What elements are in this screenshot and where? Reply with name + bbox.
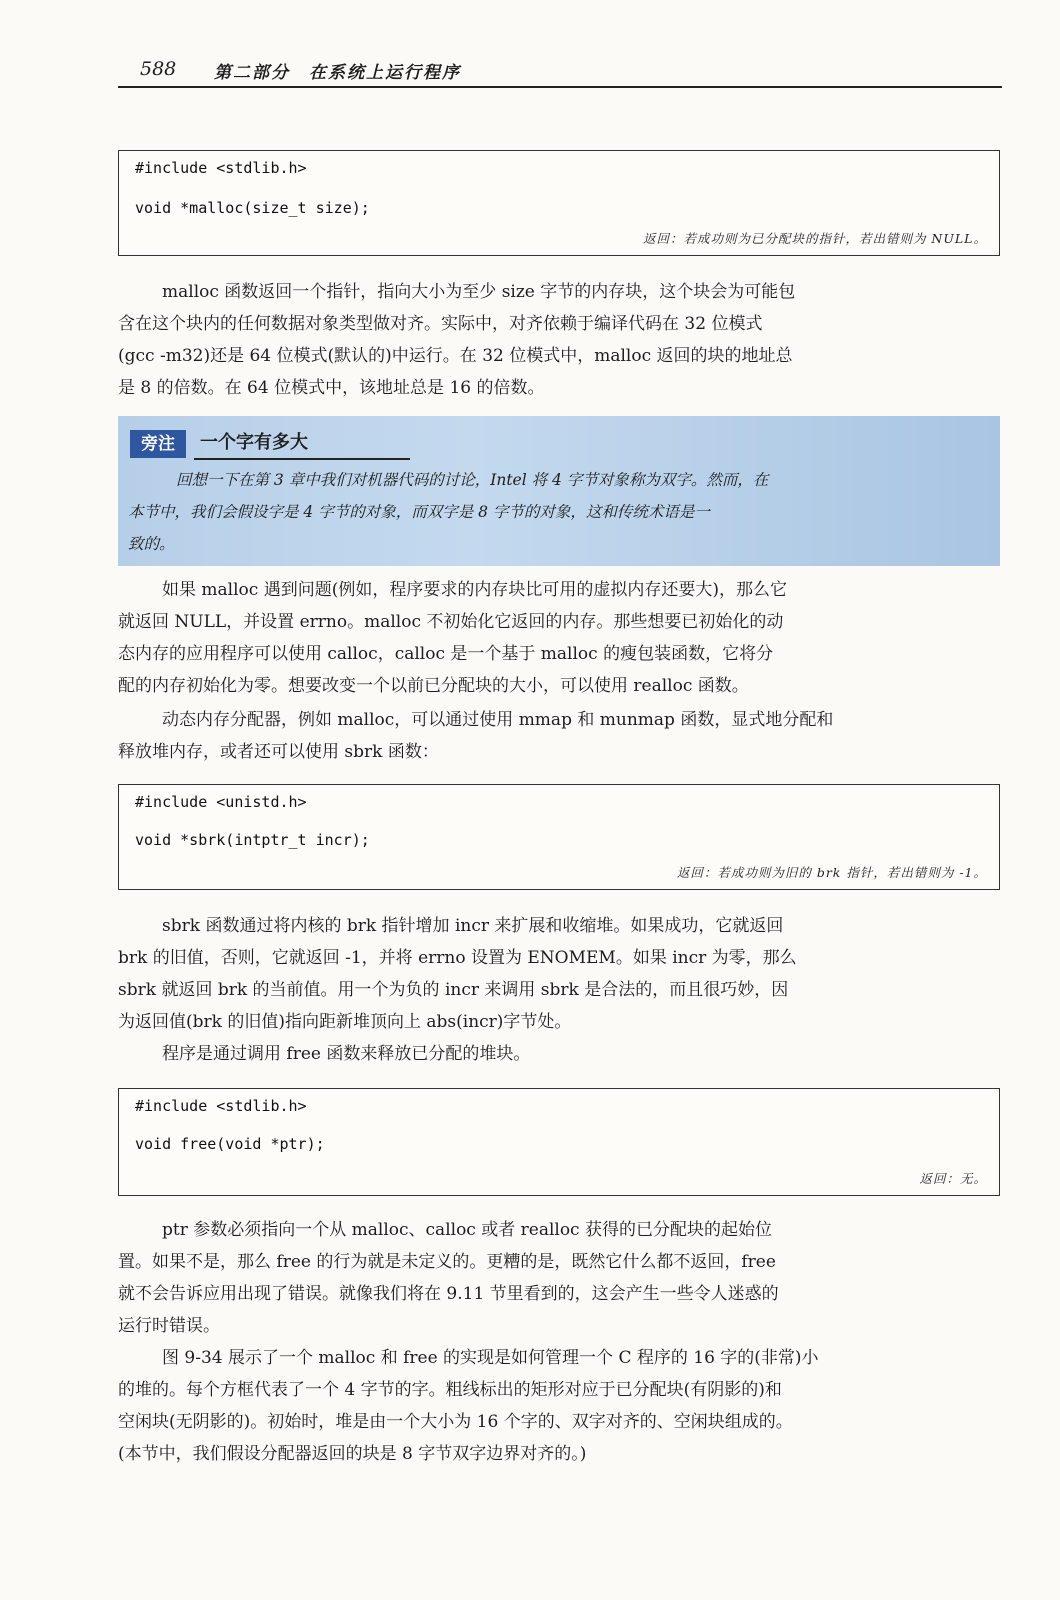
return-note: 返回：若成功则为旧的 brk 指针，若出错则为 -1。 [676, 865, 987, 880]
sbrk-signature-box [118, 784, 1000, 890]
page-number: 588 [140, 58, 177, 80]
aside-box [118, 416, 1000, 566]
text-line: sbrk 就返回 brk 的当前值。用一个为负的 incr 来调用 sbrk 是合法的，而且很巧妙，因 [118, 980, 789, 1000]
text-line: 致的。 [128, 535, 175, 553]
text-line: brk 的旧值，否则，它就返回 -1，并将 errno 设置为 ENOMEM。如果 incr 为零，那么 [118, 948, 797, 968]
text-line: (本节中，我们假设分配器返回的块是 8 字节双字边界对齐的。) [118, 1444, 587, 1464]
text-line: 本节中，我们会假设字是 4 字节的对象，而双字是 8 字节的对象，这和传统术语是一 [128, 503, 710, 521]
paragraph-free-intro [118, 1038, 1000, 1070]
paragraph-malloc [118, 276, 1000, 404]
aside-tag: 旁注 [130, 430, 186, 458]
code-line: void *sbrk(intptr_t incr); [135, 831, 370, 849]
paragraph-sbrk [118, 910, 1000, 1038]
text-line: ptr 参数必须指向一个从 malloc、calloc 或者 realloc 获得的已分配块的起始位 [162, 1220, 772, 1240]
text-line: 就返回 NULL，并设置 errno。malloc 不初始化它返回的内存。那些想要已初始化的动 [118, 612, 784, 632]
paragraph-sbrk-intro [118, 704, 1000, 768]
text-line: 是 8 的倍数。在 64 位模式中，该地址总是 16 的倍数。 [118, 378, 545, 398]
text-line: sbrk 函数通过将内核的 brk 指针增加 incr 来扩展和收缩堆。如果成功，它就返回 [162, 916, 784, 936]
text-line: 图 9-34 展示了一个 malloc 和 free 的实现是如何管理一个 C 程序的 16 字的(非常)小 [162, 1348, 819, 1368]
paragraph-malloc-errors [118, 574, 1000, 702]
text-line: 的堆的。每个方框代表了一个 4 字节的字。粗线标出的矩形对应于已分配块(有阴影的)和 [118, 1380, 782, 1400]
text-line: 程序是通过调用 free 函数来释放已分配的堆块。 [162, 1044, 531, 1064]
running-title: 第二部分 在系统上运行程序 [214, 63, 461, 83]
code-line: void free(void *ptr); [135, 1135, 325, 1153]
text-line: malloc 函数返回一个指针，指向大小为至少 size 字节的内存块，这个块会为可能包 [162, 282, 796, 302]
aside-title-rule [194, 458, 410, 460]
paragraph-free [118, 1214, 1000, 1342]
code-line: #include <stdlib.h> [135, 159, 307, 177]
aside-text [128, 464, 994, 560]
aside-title: 一个字有多大 [200, 432, 308, 453]
paragraph-figure-9-34 [118, 1342, 1000, 1470]
text-line: 为返回值(brk 的旧值)指向距新堆顶向上 abs(incr)字节处。 [118, 1012, 572, 1032]
text-line: 回想一下在第 3 章中我们对机器代码的讨论，Intel 将 4 字节对象称为双字。然而，在 [176, 471, 769, 489]
text-line: 运行时错误。 [118, 1316, 220, 1336]
text-line: 置。如果不是，那么 free 的行为就是未定义的。更糟的是，既然它什么都不返回，free [118, 1252, 776, 1272]
code-line: #include <stdlib.h> [135, 1097, 307, 1115]
malloc-signature-box [118, 150, 1000, 256]
return-note: 返回：无。 [919, 1171, 987, 1186]
code-line: #include <unistd.h> [135, 793, 307, 811]
return-note: 返回：若成功则为已分配块的指针，若出错则为 NULL。 [642, 231, 987, 246]
text-line: 如果 malloc 遇到问题(例如，程序要求的内存块比可用的虚拟内存还要大)，那么它 [162, 580, 787, 600]
page-header [118, 52, 1002, 88]
text-line: (gcc -m32)还是 64 位模式(默认的)中运行。在 32 位模式中，malloc 返回的块的地址总 [118, 346, 793, 366]
text-line: 动态内存分配器，例如 malloc，可以通过使用 mmap 和 munmap 函数，显式地分配和 [162, 710, 834, 730]
text-line: 态内存的应用程序可以使用 calloc，calloc 是一个基于 malloc 的瘦包装函数，它将分 [118, 644, 774, 664]
text-line: 就不会告诉应用出现了错误。就像我们将在 9.11 节里看到的，这会产生一些令人迷惑的 [118, 1284, 779, 1304]
text-line: 配的内存初始化为零。想要改变一个以前已分配块的大小，可以使用 realloc 函数。 [118, 676, 749, 696]
code-line: void *malloc(size_t size); [135, 199, 370, 217]
free-signature-box [118, 1088, 1000, 1196]
text-line: 释放堆内存，或者还可以使用 sbrk 函数： [118, 742, 439, 762]
text-line: 含在这个块内的任何数据对象类型做对齐。实际中，对齐依赖于编译代码在 32 位模式 [118, 314, 763, 334]
text-line: 空闲块(无阴影的)。初始时，堆是由一个大小为 16 个字的、双字对齐的、空闲块组成的。 [118, 1412, 793, 1432]
